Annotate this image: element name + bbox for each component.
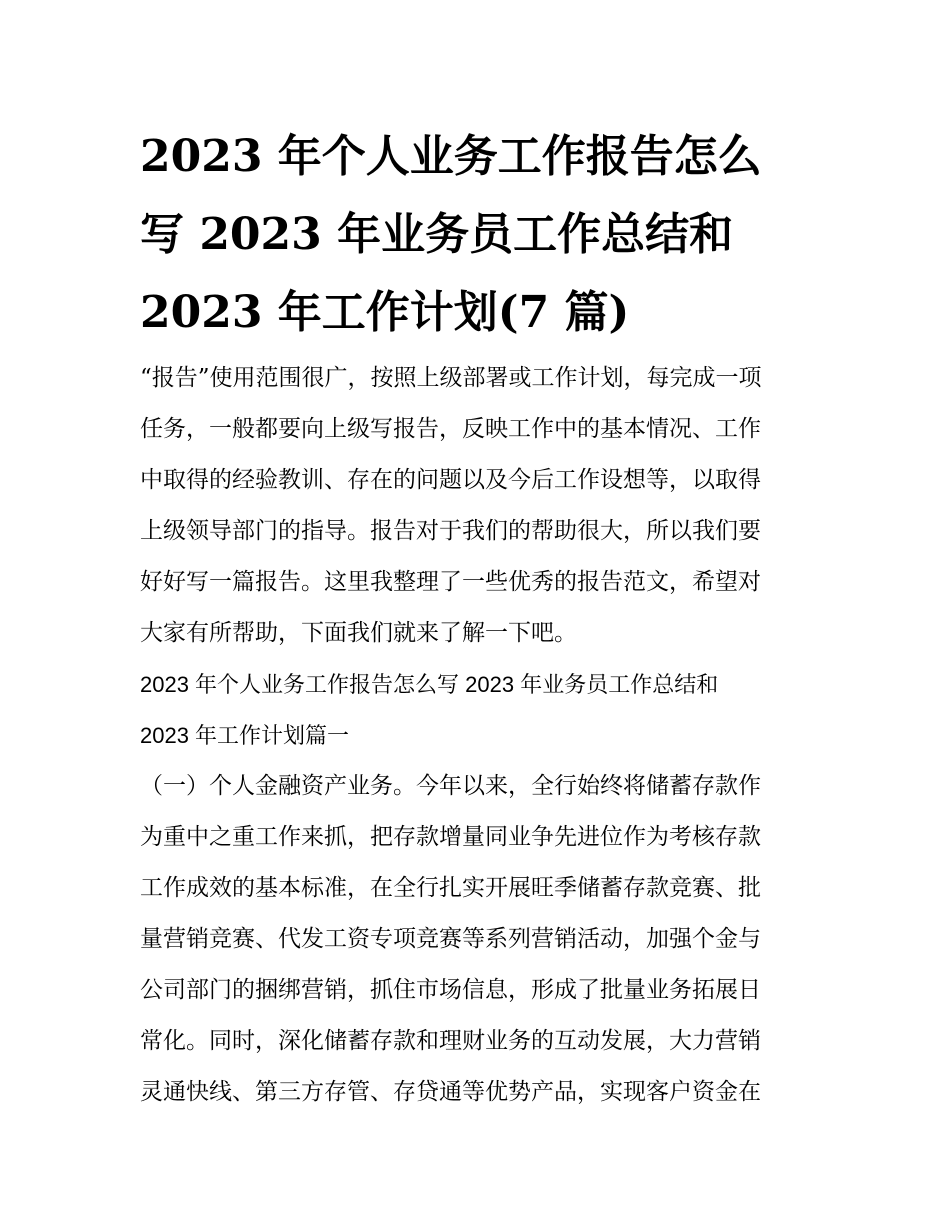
text-line: 为重中之重工作来抓，把存款增量同业争先进位作为考核存款 — [140, 824, 761, 850]
text-line: 任务，一般都要向上级写报告，反映工作中的基本情况、工作 — [140, 416, 761, 442]
text-line: 常化。同时，深化储蓄存款和理财业务的互动发展，大力营销 — [140, 1028, 761, 1054]
heading-line: 2023 年工作计划篇一 — [140, 723, 350, 748]
document-body — [140, 353, 820, 1118]
text-line: 灵通快线、第三方存管、存贷通等优势产品，实现客户资金在 — [140, 1079, 761, 1105]
text-line: 好好写一篇报告。这里我整理了一些优秀的报告范文，希望对 — [140, 569, 761, 595]
text-line: 工作成效的基本标准，在全行扎实开展旺季储蓄存款竞赛、批 — [140, 875, 761, 901]
section-heading — [140, 659, 820, 761]
text-line: 大家有所帮助，下面我们就来了解一下吧。 — [140, 620, 577, 646]
title-line: 2023 年工作计划(7 篇) — [140, 287, 630, 338]
text-line: （一）个人金融资产业务。今年以来，全行始终将储蓄存款作 — [140, 773, 761, 799]
text-line: “报告”使用范围很广，按照上级部署或工作计划，每完成一项 — [140, 365, 762, 391]
intro-paragraph — [140, 353, 820, 659]
text-line: 中取得的经验教训、存在的问题以及今后工作设想等，以取得 — [140, 467, 761, 493]
document-title — [140, 118, 840, 352]
text-line: 量营销竞赛、代发工资专项竞赛等系列营销活动，加强个金与 — [140, 926, 761, 952]
title-line: 写 2023 年业务员工作总结和 — [140, 209, 734, 260]
section-paragraph — [140, 761, 820, 1118]
heading-line: 2023 年个人业务工作报告怎么写 2023 年业务员工作总结和 — [140, 672, 719, 697]
text-line: 公司部门的捆绑营销，抓住市场信息，形成了批量业务拓展日 — [140, 977, 761, 1003]
text-line: 上级领导部门的指导。报告对于我们的帮助很大，所以我们要 — [140, 518, 761, 544]
title-line: 2023 年个人业务工作报告怎么 — [140, 131, 762, 182]
